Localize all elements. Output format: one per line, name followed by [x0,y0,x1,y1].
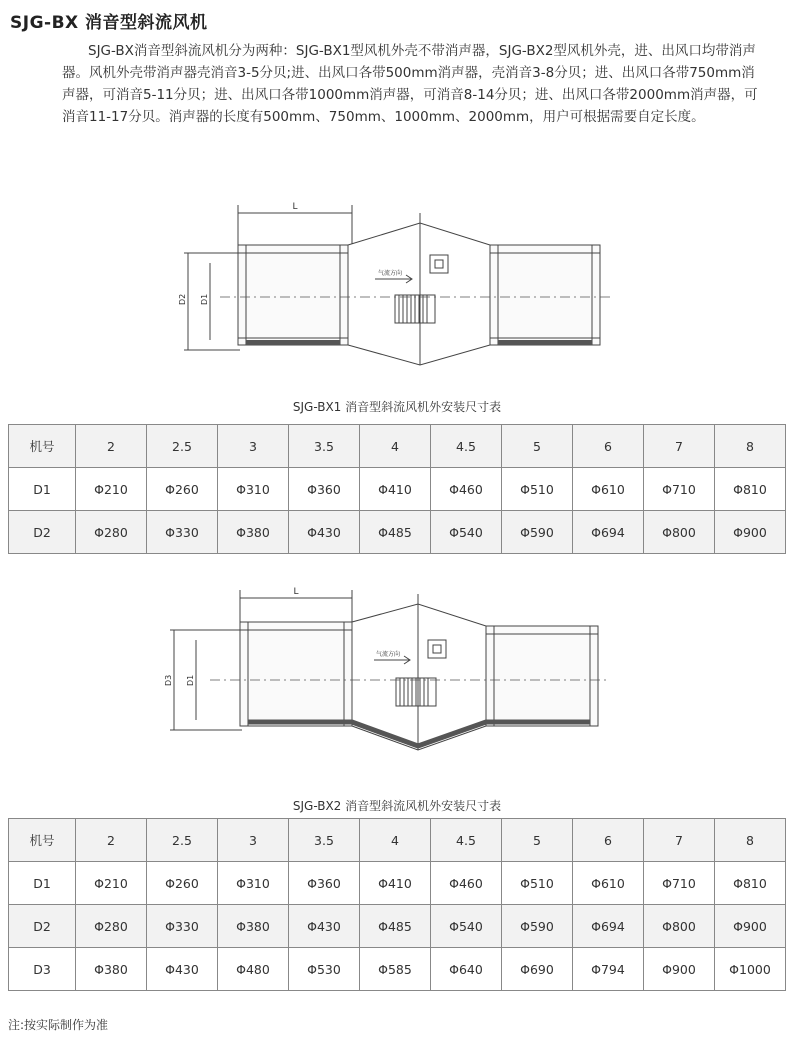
cell: Φ280 [76,905,147,948]
cell: Φ460 [431,468,502,511]
table-bx2 [8,818,786,991]
cell: Φ485 [360,905,431,948]
table-row [9,511,786,554]
cell: Φ800 [644,905,715,948]
cell: Φ260 [147,862,218,905]
cell: Φ510 [502,468,573,511]
cell: Φ710 [644,862,715,905]
cell: Φ1000 [715,948,786,991]
dim-d3-label: D3 [164,674,173,686]
cell: Φ460 [431,862,502,905]
cell: Φ900 [715,511,786,554]
cell: Φ360 [289,468,360,511]
cell: 3 [218,819,289,862]
cell: 6 [573,819,644,862]
table-row [9,862,786,905]
table2-caption: SJG-BX2 消音型斜流风机外安装尺寸表 [292,799,502,813]
cell: Φ690 [502,948,573,991]
cell: Φ710 [644,468,715,511]
cell: Φ794 [573,948,644,991]
dim-d1-label: D1 [200,293,209,305]
cell: Φ330 [147,905,218,948]
cell: 8 [715,425,786,468]
cell: Φ430 [289,511,360,554]
cell: 2 [76,819,147,862]
intro-paragraph [62,40,762,128]
cell: Φ900 [715,905,786,948]
cell: 7 [644,425,715,468]
table-row [9,905,786,948]
cell: Φ410 [360,468,431,511]
cell: Φ480 [218,948,289,991]
cell: 3.5 [289,425,360,468]
cell: Φ510 [502,862,573,905]
cell: Φ380 [218,905,289,948]
table-bx1 [8,424,786,554]
cell: Φ590 [502,905,573,948]
cell: 4.5 [431,819,502,862]
table1-caption: SJG-BX1 消音型斜流风机外安装尺寸表 [292,400,502,414]
intro-text: SJG-BX消音型斜流风机分为两种：SJG-BX1型风机外壳不带消声器，SJG-BX2型风机外壳，进、出风口均带消声器。风机外壳带消声器壳消音3-5分贝;进、出风口各带500mm消声器，壳消音3-8分贝；进、出风口各带750mm消声器，可消音5-11分贝；进、出风口各带1000mm消声器，可消音8-14分贝；进、出风口各带2000mm消声器，可消音11-17分贝。消声器的长度有500mm、750mm、1000mm、2000mm，用户可根据需要自定长度。 [62,43,758,125]
fan-diagram-bx1 [180,195,620,375]
cell: 2 [76,425,147,468]
cell: 5 [502,425,573,468]
dim-l-label: L [292,202,298,212]
cell: Φ540 [431,511,502,554]
row-label: D1 [9,862,76,905]
cell: Φ610 [573,862,644,905]
cell: Φ210 [76,862,147,905]
table-row [9,468,786,511]
cell: Φ800 [644,511,715,554]
cell: Φ410 [360,862,431,905]
cell: 5 [502,819,573,862]
cell: Φ380 [76,948,147,991]
cell: Φ330 [147,511,218,554]
cell: Φ485 [360,511,431,554]
row-label: D1 [9,468,76,511]
cell: Φ540 [431,905,502,948]
dim-l-label: L [293,587,299,597]
dim-d2-label: D2 [178,293,187,305]
cell: 8 [715,819,786,862]
cell: Φ310 [218,468,289,511]
table-row [9,425,786,468]
cell: Φ280 [76,511,147,554]
flow-direction-label: 气流方向 [376,651,401,658]
cell: Φ694 [573,511,644,554]
cell: 3.5 [289,819,360,862]
cell: 7 [644,819,715,862]
cell: Φ430 [289,905,360,948]
row-label: D2 [9,511,76,554]
cell: Φ694 [573,905,644,948]
table-row [9,819,786,862]
cell: Φ810 [715,862,786,905]
row-label: D3 [9,948,76,991]
row-label: 机号 [9,819,76,862]
cell: 2.5 [147,425,218,468]
cell: Φ530 [289,948,360,991]
cell: Φ310 [218,862,289,905]
flow-direction-label: 气流方向 [378,270,403,277]
cell: 4 [360,819,431,862]
cell: Φ640 [431,948,502,991]
dim-d1-label: D1 [186,674,195,686]
footnote: 注:按实际制作为准 [8,1018,109,1032]
row-label: D2 [9,905,76,948]
cell: Φ260 [147,468,218,511]
table-row [9,948,786,991]
cell: 4.5 [431,425,502,468]
cell: Φ585 [360,948,431,991]
cell: 2.5 [147,819,218,862]
row-label: 机号 [9,425,76,468]
cell: Φ610 [573,468,644,511]
cell: 3 [218,425,289,468]
cell: Φ590 [502,511,573,554]
page-title: SJG-BX 消音型斜流风机 [10,13,208,33]
cell: Φ430 [147,948,218,991]
cell: Φ380 [218,511,289,554]
cell: Φ810 [715,468,786,511]
cell: 4 [360,425,431,468]
cell: 6 [573,425,644,468]
fan-diagram-bx2 [160,582,620,762]
cell: Φ900 [644,948,715,991]
cell: Φ210 [76,468,147,511]
cell: Φ360 [289,862,360,905]
